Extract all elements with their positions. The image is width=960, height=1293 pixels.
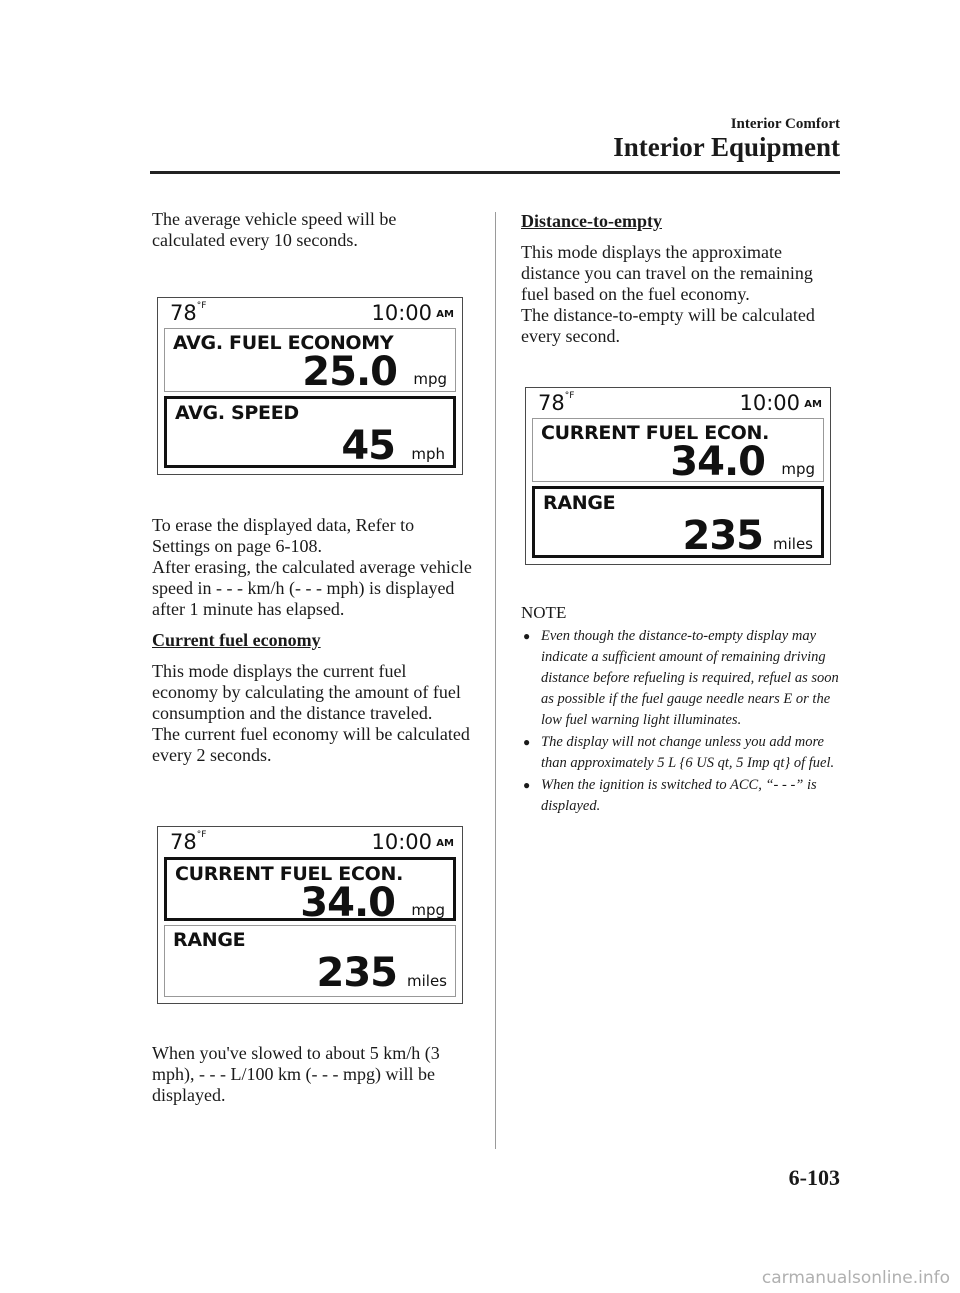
page-number: 6-103 — [788, 1165, 840, 1190]
temperature-readout: $78^{^\circ F}$ — [170, 301, 207, 325]
left-footer-text — [152, 1043, 472, 1116]
left-intro — [152, 209, 472, 261]
display-panel-bottom — [164, 396, 456, 468]
header-rule — [150, 171, 840, 174]
panel-value: 25.0 — [302, 349, 397, 395]
display-status-bar — [168, 300, 454, 326]
display-panel-bottom — [532, 486, 824, 558]
panel-value: 235 — [316, 950, 397, 996]
paragraph: When you've slowed to about 5 km/h (3 mph), - - - L/100 km (- - - mpg) will be displayed. — [152, 1043, 440, 1105]
current-display — [157, 826, 463, 1004]
note-item: ● The display will not change unless you add more than approximately 5 L {6 US qt, 5 Imp qt} of fuel. — [523, 734, 835, 771]
panel-label: AVG. FUEL ECONOMY — [173, 332, 394, 354]
panel-unit: mph — [411, 445, 445, 463]
paragraph: This mode displays the approximate distance you can travel on the remaining fuel based on the fuel economy. — [521, 242, 813, 304]
display-status-bar — [168, 829, 454, 855]
paragraph: To erase the displayed data, Refer to Settings on page 6-108. — [152, 515, 415, 556]
subheading-distance-to-empty: Distance-to-empty — [521, 211, 662, 231]
display-panel-bottom — [164, 925, 456, 997]
temperature-readout: $78^{^\circ F}$ — [170, 830, 207, 854]
paragraph: The current fuel economy will be calculated every 2 seconds. — [152, 724, 470, 765]
bullet-icon: ● — [523, 735, 531, 749]
panel-label: CURRENT FUEL ECON. — [175, 863, 403, 885]
paragraph: The distance-to-empty will be calculated every second. — [521, 305, 815, 346]
range-display — [525, 387, 831, 565]
panel-label: RANGE — [173, 929, 246, 951]
clock-readout: 10:00 — [739, 391, 800, 415]
panel-unit: miles — [773, 535, 813, 553]
note-title: NOTE — [521, 603, 567, 622]
left-body — [152, 515, 472, 776]
note-item: ● Even though the distance-to-empty display may indicate a sufficient amount of remaining driving distance before refueling is required, refuel as soon as possible if the fuel gauge needle nears E or the low fuel warning light illuminates. — [523, 628, 839, 728]
watermark: carmanualsonline.info — [761, 1268, 950, 1288]
display-status-bar — [536, 390, 822, 416]
paragraph: This mode displays the current fuel economy by calculating the amount of fuel consumption and the distance traveled. — [152, 661, 461, 723]
panel-value: 45 — [341, 423, 395, 469]
subheading-current-fuel-economy: Current fuel economy — [152, 630, 321, 650]
bullet-icon: ● — [523, 778, 531, 792]
panel-value: 235 — [682, 513, 763, 559]
avg-display — [157, 297, 463, 475]
clock-readout: 10:00 — [371, 830, 432, 854]
note-list — [521, 626, 841, 818]
temperature-readout: $78^{^\circ F}$ — [538, 391, 575, 415]
bullet-icon: ● — [523, 629, 531, 643]
display-panel-top — [164, 328, 456, 395]
panel-label: RANGE — [543, 492, 616, 514]
clock-readout: 10:00 — [371, 301, 432, 325]
paragraph: The average vehicle speed will be calculated every 10 seconds. — [152, 209, 397, 250]
ampm-indicator: AM — [436, 838, 454, 849]
panel-unit: miles — [407, 972, 447, 990]
display-panel-top — [532, 418, 824, 485]
panel-unit: mpg — [413, 370, 447, 388]
ampm-indicator: AM — [804, 399, 822, 410]
ampm-indicator: AM — [436, 309, 454, 320]
panel-label: CURRENT FUEL ECON. — [541, 422, 769, 444]
section-label: Interior Comfort — [730, 116, 840, 132]
display-panel-top — [164, 857, 456, 926]
right-body — [521, 211, 841, 357]
panel-value: 34.0 — [300, 880, 395, 926]
panel-unit: mpg — [781, 460, 815, 478]
page-title: Interior Equipment — [613, 132, 840, 162]
panel-value: 34.0 — [670, 439, 765, 485]
panel-unit: mpg — [411, 901, 445, 919]
column-divider — [495, 212, 496, 1149]
panel-label: AVG. SPEED — [175, 402, 299, 424]
paragraph: After erasing, the calculated average vehicle speed in - - - km/h (- - - mph) is displayed after 1 minute has elapsed. — [152, 557, 472, 619]
note-item: ● When the ignition is switched to ACC, “- - -” is displayed. — [523, 777, 817, 814]
